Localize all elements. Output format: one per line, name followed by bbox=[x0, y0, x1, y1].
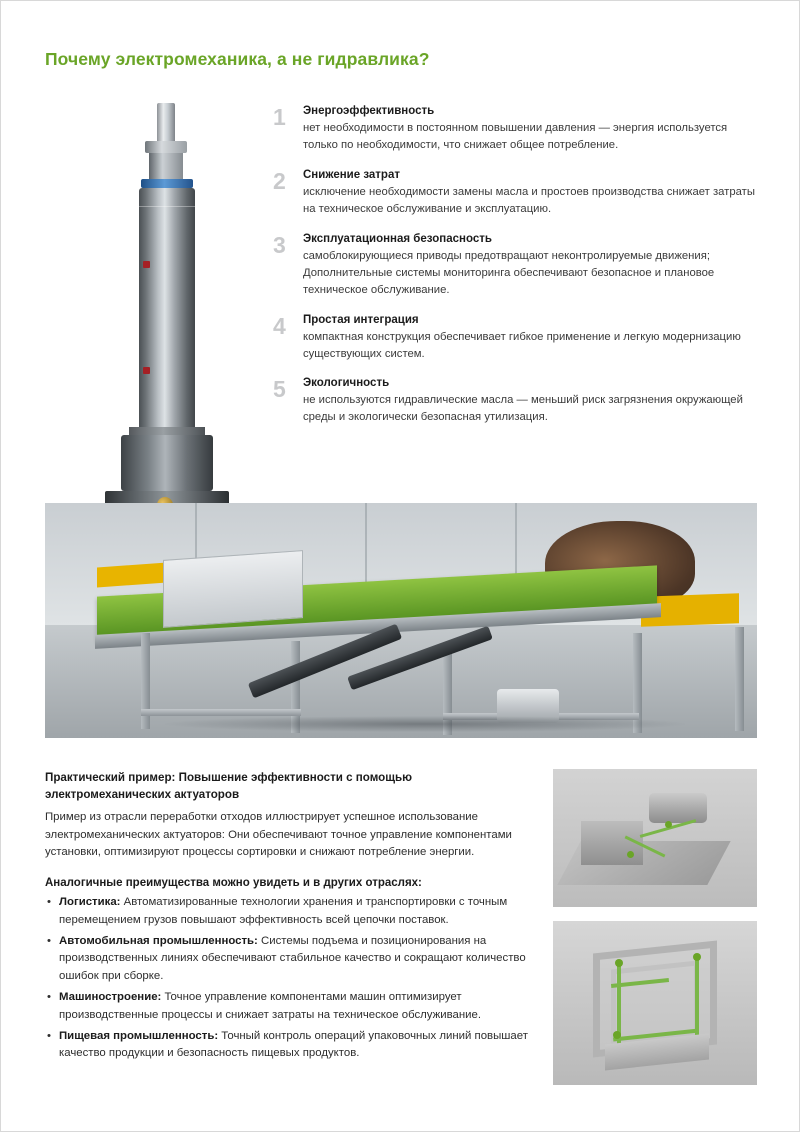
thumbnail-frame-structure bbox=[553, 921, 757, 1085]
case-study-title-line-2: электромеханических актуаторов bbox=[45, 788, 240, 802]
benefit-title: Простая интеграция bbox=[303, 313, 419, 326]
industry-name: Машиностроение: bbox=[59, 991, 162, 1004]
support-crossbar bbox=[141, 709, 301, 716]
actuator-marking bbox=[143, 367, 150, 374]
case-study-body: Пример из отрасли переработки отходов иллюстрирует успешное использование электромеханических актуаторов: Они обеспечивают точное управление компонентами установки, оптимизируют процессы сортировки и снижают потребление энергии. bbox=[45, 810, 512, 859]
list-item bbox=[45, 1028, 537, 1064]
industry-name: Логистика: bbox=[59, 896, 121, 909]
industries-subhead: Аналогичные преимущества можно увидеть и в других отраслях: bbox=[45, 877, 422, 890]
benefit-number: 1 bbox=[273, 104, 286, 130]
cylinder-unit bbox=[649, 793, 707, 823]
highlight-node bbox=[627, 851, 634, 858]
actuator-gearbox bbox=[121, 435, 213, 491]
support-leg bbox=[735, 627, 744, 731]
industry-name: Пищевая промышленность: bbox=[59, 1029, 219, 1042]
list-item bbox=[45, 933, 537, 986]
actuator-neck bbox=[149, 153, 183, 179]
page-title: Почему электромеханика, а не гидравлика? bbox=[45, 49, 430, 69]
actuator-blue-band bbox=[141, 179, 193, 188]
benefit-title: Экологичность bbox=[303, 377, 390, 390]
photo-floor-shadow bbox=[165, 716, 685, 732]
benefit-number: 4 bbox=[273, 312, 286, 339]
benefit-title: Снижение затрат bbox=[303, 168, 400, 181]
benefit-number: 5 bbox=[273, 376, 286, 403]
benefit-content bbox=[303, 314, 759, 363]
benefit-content bbox=[303, 105, 759, 154]
conveyor-photo bbox=[45, 503, 757, 738]
benefits-list bbox=[273, 105, 759, 441]
benefit-item bbox=[273, 233, 759, 299]
benefit-description: не используются гидравлические масла — меньший риск загрязнения окружающей среды и экологически безопасная утилизация. bbox=[303, 394, 743, 424]
industries-list bbox=[45, 894, 537, 1063]
benefit-description: самоблокирующиеся приводы предотвращают неконтролируемые движения; Дополнительные системы мониторинга обеспечивают безопасное и плановое техническое обслуживание. bbox=[303, 249, 715, 296]
benefit-content bbox=[303, 169, 759, 218]
thumbnail-actuator-detail bbox=[553, 769, 757, 907]
product-image-electromechanical-actuator bbox=[61, 99, 271, 469]
benefit-description: компактная конструкция обеспечивает гибкое применение и легкую модернизацию существующих систем. bbox=[303, 330, 741, 360]
benefit-title: Эксплуатационная безопасность bbox=[303, 232, 492, 245]
benefit-description: нет необходимости в постоянном повышении давления — энергия используется только по необходимости, что снижает общее потребление. bbox=[303, 122, 728, 151]
benefit-description: исключение необходимости замены масла и простоев производства снижает затраты на техническое обслуживание и эксплуатацию. bbox=[303, 185, 755, 215]
highlight-node bbox=[665, 821, 672, 828]
actuator-marking bbox=[143, 261, 150, 268]
benefit-number: 3 bbox=[273, 231, 286, 258]
benefit-item bbox=[273, 377, 759, 426]
case-study-section bbox=[45, 769, 537, 1066]
highlight-node bbox=[693, 953, 701, 961]
benefit-content bbox=[303, 377, 759, 426]
industry-text: Точное управление компонентами машин оптимизирует производственные процессы и снижает затраты на техническое обслуживание. bbox=[59, 991, 482, 1021]
actuator-body bbox=[139, 188, 195, 440]
conveyor-hood-cover bbox=[163, 550, 303, 628]
case-study-title bbox=[45, 769, 537, 804]
benefit-content bbox=[303, 233, 759, 299]
highlight-node bbox=[613, 1031, 621, 1039]
list-item bbox=[45, 989, 537, 1025]
industry-name: Автомобильная промышленность: bbox=[59, 934, 258, 947]
highlight-node bbox=[615, 959, 623, 967]
benefit-item bbox=[273, 105, 759, 154]
actuator-collar bbox=[145, 141, 187, 153]
list-item bbox=[45, 894, 537, 930]
industry-text: Автоматизированные технологии хранения и транспортировки с точным перемещением грузов повышают эффективность всей цепочки поставок. bbox=[59, 896, 508, 926]
actuator-rod bbox=[157, 103, 175, 145]
industry-text: Системы подъема и позиционирования на производственных линиях обеспечивают стабильное качество и сокращают количество ошибок при сборке. bbox=[59, 934, 526, 983]
case-study-title-line-1: Практический пример: Повышение эффективности с помощью bbox=[45, 771, 413, 784]
benefit-item bbox=[273, 314, 759, 363]
benefit-number: 2 bbox=[273, 167, 286, 194]
benefit-item bbox=[273, 169, 759, 218]
industry-text: Точный контроль операций упаковочных линий повышает качество продукции и безопасность пищевых продуктов. bbox=[59, 1029, 528, 1060]
benefit-title: Энергоэффективность bbox=[303, 105, 435, 117]
